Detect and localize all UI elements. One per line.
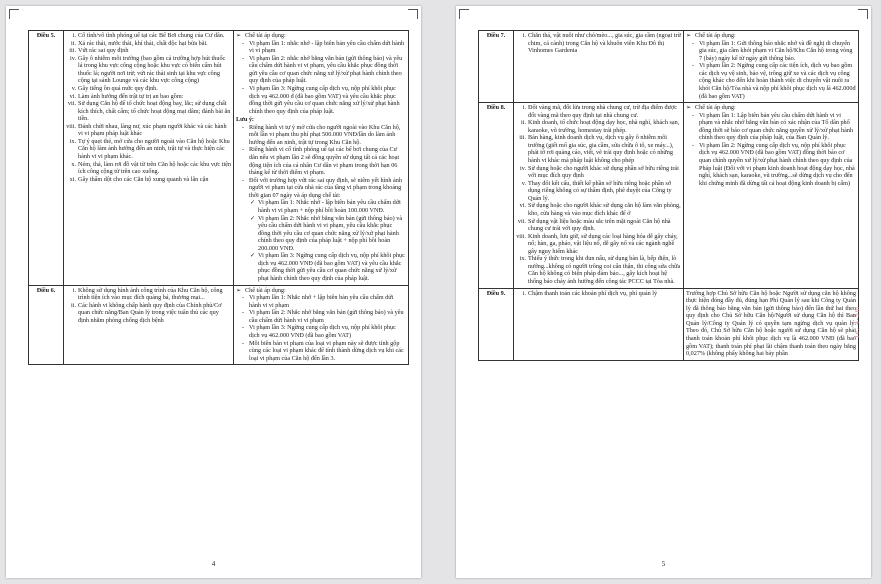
- dash-bullet: -: [692, 62, 695, 70]
- item-numeral: ii.: [521, 119, 526, 127]
- penalty-text: Vi phạm lần 1: Gửi thông báo nhắc nhở và đề nghị di chuyển gia súc, gia cầm khỏi phạm vi Căn hộ/Khu Căn hộ trong vòng 7 (bảy) ngày kể từ ngày gửi thông báo.: [699, 39, 853, 62]
- penalty-heading: [236, 287, 406, 295]
- note-text: Riêng hành vi cố tình phóng uế tại các bể bơi chung của Cư dân nếu vi phạm lần 2 sẽ đồng quyền sử dụng tất cả các hoạt động tiện ích của cả nhân Cư dân vi phạm trong thời hạn 06 tháng kể từ thời điểm vi phạm.: [249, 146, 400, 177]
- item-numeral: ix.: [69, 137, 76, 145]
- article-row: [479, 288, 859, 360]
- violation-item: [516, 218, 681, 233]
- item-text: Kinh doanh, lưu giữ, sử dụng các loại hàng hóa dễ gây cháy, nổ; hàn, ga, pháo, vật liệu nổ, dễ gây nổ và các ngành nghề gây nguy hiểm khác: [528, 232, 678, 255]
- item-text: Thay đổi kết cấu, thiết kế phần sở hữu riêng hoặc phần sở dụng riêng không có sự thẩm định, phê duyệt của Công ty Quản lý.: [528, 179, 672, 202]
- handwritten-margin-note: Ie. 4-5m: [853, 306, 861, 338]
- penalty-cell: [234, 285, 409, 365]
- item-numeral: iii.: [69, 47, 76, 55]
- violation-item: [66, 40, 231, 48]
- sub-note-text: Vi phạm lần 1: Nhắc nhở - lập biên bản yêu cầu chấm dứt hành vi vi phạm + nộp phí bồi hoàn 100.000 VNĐ.: [258, 199, 401, 214]
- sub-note-item: [236, 252, 406, 282]
- penalty-item: [236, 309, 406, 324]
- item-text: Chăn thả, vật nuôi như chó/mèo..., gia súc, gia cầm (ngoại trừ chim, cá cảnh) trong Căn hộ và khuôn viên Khu Đô thị Vinhomes Gardenia: [528, 32, 681, 55]
- item-text: Xả rác thải, nước thải, khí thải, chất độc hại bừa bãi.: [78, 39, 208, 47]
- violation-item: [516, 165, 681, 180]
- violation-list: [514, 288, 684, 360]
- article-row: [29, 285, 409, 365]
- penalty-item: [686, 112, 856, 142]
- penalty-text: Mỗi biên bản vi phạm của loại vi phạm này sẽ được tính gộp cùng các loại vi phạm khác để tính thành dừng dịch vụ khi các loại vi phạm của Căn hộ đến lần 3.: [249, 339, 404, 362]
- item-numeral: i.: [522, 289, 526, 297]
- penalty-item: [686, 142, 856, 187]
- item-text: Chậm thanh toán các khoản phí dịch vụ, phí quản lý: [528, 289, 658, 297]
- page-number: 5: [661, 560, 666, 568]
- check-bullet-icon: ✓: [250, 252, 256, 260]
- penalty-text: Vi phạm lần 2: Ngừng cung cấp dịch vụ, nộp phí khôi phục dịch vụ 462.000 VNĐ (đã bao gồm VAT) đồng thời báo cơ quan chính quyền xử lý/xử phạt hành chính theo quy định của Pháp luật (Đối với vi phạm kinh doanh hoạt động dạy học, nhà nghỉ, khách sạn, karaoke, vũ trường...sẽ dừng dịch vụ cho đến khi chứng minh đã dừng tất cả hoạt động kinh doanh bị cấm): [699, 141, 855, 187]
- penalty-paragraph: Trường hợp Chủ Sở hữu Căn hộ hoặc Người sử dụng căn hộ không thực hiện đóng đầy đủ, đúng hạn Phí Quản lý sau khi Công ty Quản lý đã thông báo bằng văn bản (gửi thông báo) đến lần thứ hai theo quy định cho Chủ Sở hữu Căn hộ/Người sử dụng Căn hộ thì Ban Quản lý/Công ty Quản lý có quyền tạm ngừng dịch vụ quản lý. Theo đó, Chủ Sở hữu Căn hộ hoặc người sử dụng Căn hộ sẽ phải thanh toán khoản phí khôi phục dịch vụ là 462.000 VNĐ (đã bao gồm VAT); thanh toán phí phạt lãi chậm thanh toán theo ngày bằng 0,027% (không phẩy không hai bảy phần: [686, 289, 856, 358]
- document-page-right: [456, 6, 871, 578]
- penalty-cell: [684, 103, 859, 289]
- note-item: [236, 146, 406, 176]
- dash-bullet: -: [242, 339, 245, 347]
- penalty-heading: [686, 104, 856, 112]
- item-numeral: ix.: [519, 255, 526, 263]
- violation-item: [66, 47, 231, 55]
- penalty-item: [236, 85, 406, 115]
- item-numeral: v.: [71, 84, 76, 92]
- item-numeral: ii.: [71, 301, 76, 309]
- penalty-cell: [684, 31, 859, 103]
- sub-note-item: [236, 215, 406, 253]
- penalty-item: [236, 40, 406, 55]
- item-numeral: ii.: [71, 39, 76, 47]
- penalty-item: [236, 324, 406, 339]
- dash-bullet: -: [242, 146, 245, 154]
- penalty-heading-text: Chế tài áp dụng:: [695, 104, 736, 112]
- item-text: Ném, thả, làm rơi đồ vật từ trên Căn hộ hoặc các khu vực tiện ích công cộng từ trên cao xuống.: [78, 160, 231, 176]
- item-text: Sử dụng hoặc cho người khác sử dụng căn hộ làm văn phòng, kho, cửa hàng và vào mục đích khác để ở: [528, 202, 681, 217]
- article-number: Điều 5.: [29, 31, 64, 286]
- violation-list: [64, 31, 234, 286]
- dash-bullet: -: [692, 141, 695, 149]
- violation-item: [66, 85, 231, 93]
- item-numeral: i.: [72, 32, 76, 39]
- penalty-text: Vi phạm lần 2: Nhắc nhở bằng văn bản (gửi thông báo) và yêu cầu chấm dứt hành vi vi phạm: [249, 309, 404, 324]
- article-number: Điều 9.: [479, 288, 514, 360]
- arrow-bullet-icon: ➢: [686, 104, 692, 112]
- violation-item: [516, 119, 681, 134]
- violation-item: [516, 134, 681, 164]
- violation-item: [66, 287, 231, 302]
- item-numeral: iii.: [519, 134, 526, 142]
- note-text: Riêng hành vi tự ý mở cửa cho người ngoài vào Khu Căn hộ, mỗi lần vi phạm thu phí phạt 500.000 VNĐ/lần do làm ảnh hưởng đến an ninh, trật tự trong Khu Căn hộ.: [249, 123, 401, 146]
- penalty-text: Vi phạm lần 3: Ngừng cung cấp dịch vụ, nộp phí khôi phục dịch vụ 462.000 đ (đã bao gồm VAT) và yêu cầu khắc phục đồng thời gửi yêu cầu cơ quan chức năng xử lý/xử phạt hành chính theo quy định của pháp luật.: [249, 84, 400, 115]
- dash-bullet: -: [242, 309, 245, 317]
- item-text: Sử dụng hoặc cho người khác sử dụng phần sở hữu riêng trái với mục đích quy định: [528, 164, 679, 180]
- item-text: Đánh chửi nhau, làng nư, xúc phạm người khác và các hành vi vi phạm pháp luật khác: [78, 122, 227, 138]
- violation-list: [64, 285, 234, 365]
- sub-note-text: Vi phạm lần 3: Ngừng cung cấp dịch vụ, nộp phí khôi phục dịch vụ 462.000 VNĐ (đã bao gồm VAT) và yêu cầu khắc phục đồng thời gửi yêu cầu cơ quan chức năng xử lý/xử phạt hành chính theo quy định của pháp luật.: [258, 252, 405, 282]
- penalty-heading-text: Chế tài áp dụng:: [245, 32, 286, 39]
- item-text: Gây tiếng ồn quá mức quy định.: [78, 84, 158, 92]
- item-text: Các hành vi không chấp hành quy định của Chính phủ/Cơ quan chức năng/Ban Quản lý trong việc tuân thủ các quy định nhằm phòng chống dịch bệnh: [78, 301, 222, 324]
- dash-bullet: -: [242, 294, 245, 302]
- dash-bullet: -: [692, 111, 695, 119]
- item-numeral: iv.: [520, 164, 526, 172]
- violation-item: [516, 32, 681, 55]
- penalty-text: Vi phạm lần 1: Lập biên bản yêu cầu chấm dứt hành vi vi phạm và nhắc nhở bằng văn bản có xác nhận của Tổ dân phố đồng thời sẽ báo cơ quan chức năng quyền xử lý/xử phạt hành chính theo quy định của pháp luật, của Ban Quản lý.: [699, 111, 854, 142]
- item-text: Gây thẩm dột cho các Căn hộ xung quanh và lân cận: [78, 175, 209, 183]
- penalty-heading-text: Chế tài áp dụng:: [245, 286, 286, 294]
- document-page-left: [6, 6, 421, 578]
- note-heading: Lưu ý:: [236, 116, 254, 124]
- penalty-item: [236, 294, 406, 309]
- arrow-bullet-icon: ➢: [236, 32, 242, 39]
- crop-mark: [9, 9, 19, 19]
- penalty-text: Vi phạm lần 1: Nhắc nhở + lập biên bản yêu cầu chấm dứt hành vi vi phạm: [249, 294, 394, 309]
- article-row: [29, 31, 409, 286]
- item-numeral: xi.: [69, 175, 76, 183]
- dash-bullet: -: [242, 84, 245, 92]
- item-text: Tự ý quẹt thẻ, mở cửa cho người ngoài vào Căn hộ hoặc Khu Căn hộ làm ảnh hưởng đến an ninh, trật tự và thực hiện các hành vi vi phạm khác.: [78, 137, 230, 160]
- penalty-text: Vi phạm lần 3: Ngừng cung cấp dịch vụ, nộp phí khôi phục dịch vụ 462.000 VNĐ (đã bao gồm VAT): [249, 324, 396, 339]
- dash-bullet: -: [692, 39, 695, 47]
- crop-mark: [858, 9, 868, 19]
- penalty-heading: [236, 32, 406, 40]
- item-text: Vứt rác sai quy định: [78, 47, 129, 55]
- note-item: [236, 124, 406, 147]
- item-numeral: x.: [71, 160, 76, 168]
- dash-bullet: -: [242, 176, 245, 184]
- page-number: 4: [211, 560, 216, 568]
- violation-item: [66, 93, 231, 101]
- dash-bullet: -: [242, 54, 245, 62]
- article-number: Điều 7.: [479, 31, 514, 103]
- violation-item: [66, 100, 231, 123]
- penalty-cell: [234, 31, 409, 286]
- penalty-text: Vi phạm lần 2: nhắc nhở bằng văn bản (gửi thông báo) và yêu cầu chấm dứt hành vi vi phạm, yêu cầu khắc phục đồng thời gửi yêu cầu cơ quan chức năng xử lý/xử phạt hành chính theo quy định của pháp luật.: [249, 54, 403, 85]
- violation-item: [516, 180, 681, 203]
- item-text: Gây ô nhiễm môi trường (bao gồm cả trường hợp hút thuốc lá trong khu vực công cộng hoặc khu vực có biển cấm hút thuốc lá; người nơi trừ; vứt rác thải sinh tại khu vực công cộng tại sảnh Lounge và các khu vực công cộng): [78, 54, 226, 85]
- item-text: Không sử dụng hình ảnh công trình của Khu Căn hộ, công trình tiện ích vào mục đích quảng bá, thương mại...: [78, 286, 223, 302]
- penalty-item: [236, 340, 406, 363]
- check-bullet-icon: ✓: [250, 214, 256, 222]
- item-numeral: i.: [72, 286, 76, 294]
- item-text: Sử dụng Căn hộ để tổ chức hoạt động bay, lắc; sử dụng chất kích thích, chất cấm; tổ chức hoạt động mại dâm; đánh bài ăn tiền.: [78, 100, 231, 123]
- article-number: Điều 8.: [479, 103, 514, 289]
- penalty-heading: [686, 32, 856, 40]
- item-text: Làm ảnh hưởng đến trật tự trị an bao gồm:: [78, 92, 184, 100]
- item-numeral: vi.: [519, 202, 526, 210]
- violation-item: [516, 104, 681, 119]
- note-item: [236, 177, 406, 200]
- note-text: Đối với trường hợp vứt rác sai quy định, sẽ niêm yết hình ảnh người vi phạm tại cửa nhà rác của tầng vi phạm trong khoảng thời gian 07 ngày và áp dụng chế tài:: [249, 176, 402, 199]
- item-text: Bán hàng, kinh doanh dịch vụ, dịch vụ gây ô nhiễm môi trường (giết mổ gia súc, gia cầm, sửa chữa ô tô, xe máy...), phát tờ rơi quảng cáo, viết, vẽ trái quy định hoặc có những hành vi khác mà pháp luật không cho phép: [528, 134, 674, 164]
- violation-item: [516, 290, 681, 298]
- rules-table-left: [28, 30, 409, 365]
- item-text: Cố tình/vô tình phóng uế tại các Bể Bơi chung của Cư dân.: [78, 32, 225, 39]
- dash-bullet: -: [242, 123, 245, 131]
- article-row: [479, 103, 859, 289]
- item-numeral: i.: [522, 104, 526, 112]
- violation-item: [66, 123, 231, 138]
- article-number: Điều 6.: [29, 285, 64, 365]
- arrow-bullet-icon: ➢: [236, 286, 242, 294]
- violation-item: [66, 176, 231, 184]
- dash-bullet: -: [242, 39, 245, 47]
- item-numeral: viii.: [516, 232, 526, 240]
- violation-item: [66, 138, 231, 161]
- sub-note-text: Vi phạm lần 2: Nhắc nhở bằng văn bản (gửi thông báo) và yêu cầu chấm dứt hành vi vi phạm, yêu cầu khắc phục đồng thời yêu cầu cơ quan chức năng xử lý/xử phạt hành chính theo quy định của pháp luật + nộp phí bồi hoàn 200.000 VNĐ.: [258, 214, 403, 252]
- check-bullet-icon: ✓: [250, 199, 256, 207]
- crop-mark: [459, 9, 469, 19]
- violation-item: [516, 255, 681, 285]
- penalty-text: Vi phạm lần 2: Ngừng cung cấp các tiện ích, dịch vụ bao gồm các dịch vụ vệ sinh, bảo vệ, trông giữ xe và các dịch vụ công cộng khác cho đến khi hoàn thành việc di chuyển vật nuôi ra khỏi Căn hộ/Tòa nhà và nộp phí khôi phục dịch vụ là 462.000đ (đã bao gồm VAT): [699, 62, 856, 100]
- item-text: Thiếu ý thức trong khi đun nấu, sử dụng bàn là, bếp điện, lò nướng...không có người trông coi cẩn thận, thi công sửa chữa Căn hộ không có biện pháp đảm bảo..., gây kích hoạt hệ thống báo cháy ảnh hưởng đến công tác PCCC tại Tòa nhà.: [528, 255, 681, 285]
- violation-item: [516, 233, 681, 256]
- item-numeral: viii.: [66, 122, 76, 130]
- violation-item: [66, 55, 231, 85]
- penalty-item: [686, 40, 856, 63]
- violation-list: [514, 103, 684, 289]
- violation-item: [66, 32, 231, 40]
- crop-mark: [408, 9, 418, 19]
- item-numeral: v.: [521, 179, 526, 187]
- violation-item: [516, 202, 681, 217]
- penalty-item: [236, 55, 406, 85]
- item-numeral: i.: [522, 32, 526, 39]
- penalty-heading-text: Chế tài áp dụng:: [695, 32, 736, 39]
- rules-table-right: [478, 30, 859, 361]
- article-row: [479, 31, 859, 103]
- item-text: Đốt vàng mã, đốt lửa trong nhà chung cư, trừ địa điểm được đốt vàng mã theo quy định tại nhà chung cư.: [528, 104, 677, 119]
- penalty-text: Vi phạm lần 1: nhắc nhở - lập biên bản yêu cầu chấm dứt hành vi vi phạm: [249, 39, 405, 55]
- item-text: Kinh doanh, tổ chức hoạt động dạy học, nhà nghỉ, khách sạn, karaoke, vũ trường, homestay trái phép.: [528, 119, 680, 134]
- arrow-bullet-icon: ➢: [686, 32, 692, 39]
- violation-item: [66, 302, 231, 325]
- penalty-cell: [684, 288, 859, 360]
- item-text: Sử dụng vật liệu hoặc màu sắc trên mặt ngoài Căn hộ nhà chung cư trái với quy định.: [528, 217, 671, 233]
- item-numeral: vii.: [67, 100, 76, 108]
- dash-bullet: -: [242, 324, 245, 332]
- penalty-item: [686, 62, 856, 100]
- sub-note-item: [236, 199, 406, 214]
- violation-item: [66, 161, 231, 176]
- item-numeral: vii.: [517, 217, 526, 225]
- violation-list: [514, 31, 684, 103]
- item-numeral: iv.: [70, 54, 76, 62]
- item-numeral: vi.: [69, 92, 76, 100]
